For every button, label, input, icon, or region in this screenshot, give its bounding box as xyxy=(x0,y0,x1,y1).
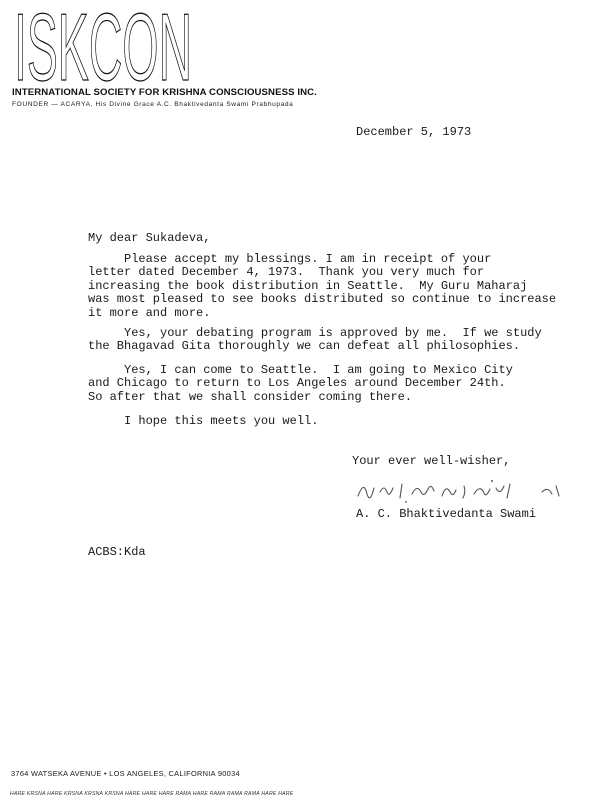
salutation: My dear Sukadeva, xyxy=(88,231,211,245)
paragraph-closing-wish: I hope this meets you well. xyxy=(88,414,319,428)
handwritten-signature xyxy=(346,472,576,506)
iskcon-logo xyxy=(14,8,194,84)
svg-text:ISKCON: ISKCON xyxy=(14,8,192,84)
footer-mantra: HARE KRSNA HARE KRSNA KRSNA KRSNA HARE HARE HARE RAMA HARE RAMA RAMA RAMA HARE HARE xyxy=(10,791,294,797)
paragraph-blessings: Please accept my blessings. I am in receipt of your letter dated December 4, 1973. Thank you very much for increasing the book distribution in Seattle. My Guru Maharaj was most pleased to see books distributed so continue to increase it more and more. xyxy=(88,252,557,320)
organization-name: INTERNATIONAL SOCIETY FOR KRISHNA CONSCIOUSNESS INC. xyxy=(12,87,317,98)
letter-date: December 5, 1973 xyxy=(356,125,472,139)
paragraph-debating: Yes, your debating program is approved by me. If we study the Bhagavad Gita thoroughly we can defeat all philosophies. xyxy=(88,326,542,354)
closing-line: Your ever well-wisher, xyxy=(352,454,511,468)
reference-initials: ACBS:Kda xyxy=(88,545,146,559)
signer-name: A. C. Bhaktivedanta Swami xyxy=(356,507,537,521)
founder-line: FOUNDER — ACARYA, His Divine Grace A.C. Bhaktivedanta Swami Prabhupada xyxy=(12,101,294,108)
footer-address: 3764 WATSEKA AVENUE • LOS ANGELES, CALIFORNIA 90034 xyxy=(11,769,240,778)
paragraph-travel: Yes, I can come to Seattle. I am going to Mexico City and Chicago to return to Los Angeles around December 24th. So after that we shall consider coming there. xyxy=(88,363,513,404)
